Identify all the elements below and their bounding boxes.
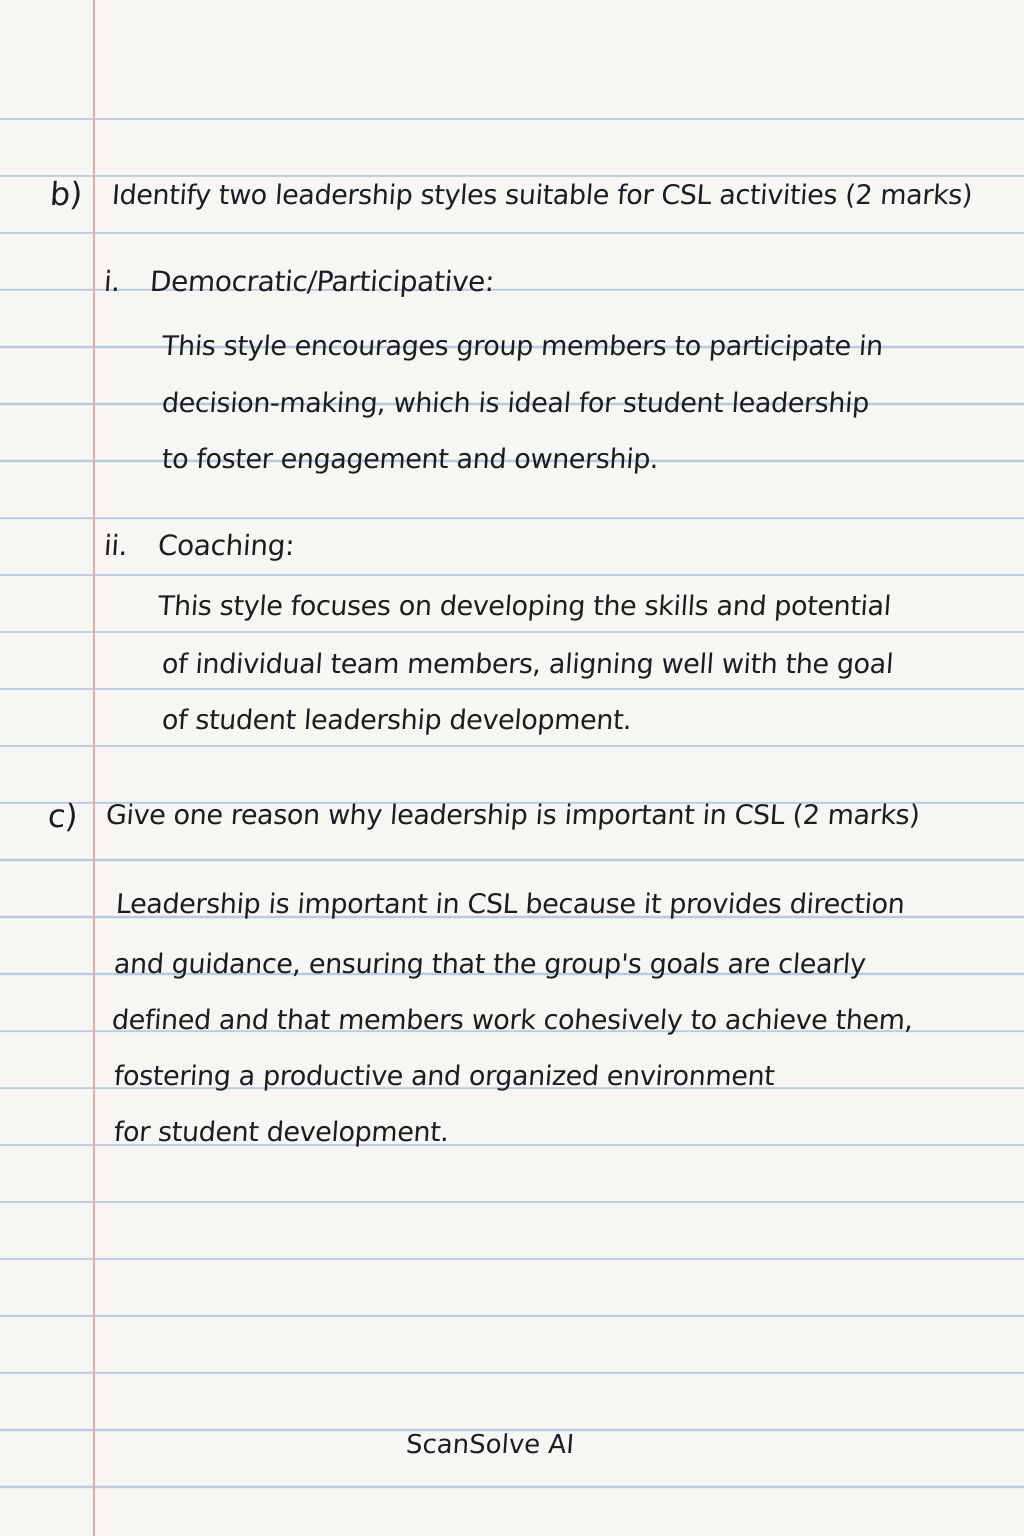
item-i-line-1: This style encourages group members to participate in bbox=[160, 331, 884, 362]
section-c-question: Give one reason why leadership is important in CSL (2 marks) bbox=[104, 800, 921, 831]
item-ii-numeral: ii. bbox=[102, 529, 129, 562]
footer-brand: ScanSolve AI bbox=[404, 1430, 576, 1460]
page-header-space bbox=[0, 0, 1024, 118]
answer-line-2: and guidance, ensuring that the group's goals are clearly bbox=[112, 949, 867, 980]
item-i-line-3: to foster engagement and ownership. bbox=[160, 444, 660, 475]
item-ii-heading: Coaching: bbox=[156, 529, 296, 562]
item-i-line-2: decision-making, which is ideal for student leadership bbox=[160, 388, 871, 419]
margin-line bbox=[93, 0, 95, 1536]
item-i-heading: Democratic/Participative: bbox=[148, 265, 496, 298]
answer-line-3: defined and that members work cohesively to achieve them, bbox=[110, 1005, 914, 1036]
item-ii-line-2: of individual team members, aligning well with the goal bbox=[160, 649, 895, 680]
section-b-label: b) bbox=[48, 175, 84, 213]
answer-line-4: fostering a productive and organized environment bbox=[112, 1061, 776, 1092]
section-b-question: Identify two leadership styles suitable for CSL activities (2 marks) bbox=[110, 180, 974, 211]
answer-line-5: for student development. bbox=[112, 1117, 450, 1148]
item-ii-line-3: of student leadership development. bbox=[160, 705, 633, 736]
section-c-label: c) bbox=[46, 797, 79, 835]
item-ii-line-1: This style focuses on developing the skills and potential bbox=[156, 591, 892, 622]
item-i-numeral: i. bbox=[102, 265, 122, 298]
answer-line-1: Leadership is important in CSL because it provides direction bbox=[114, 889, 906, 920]
